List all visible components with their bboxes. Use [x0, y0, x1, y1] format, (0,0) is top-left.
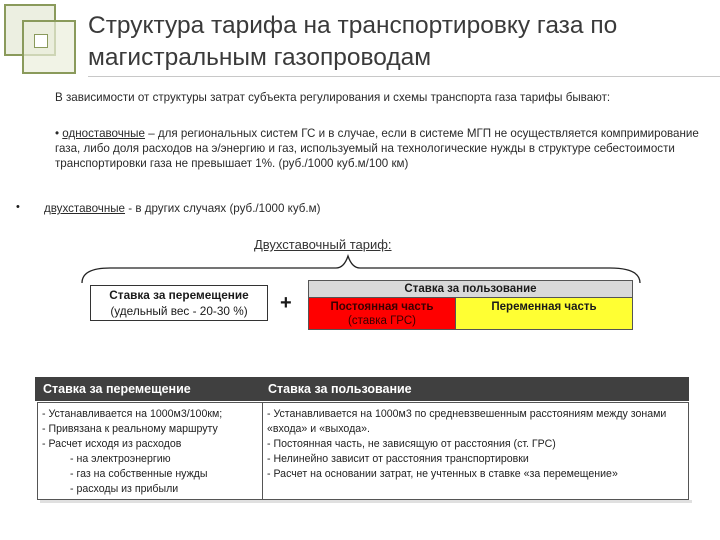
- two-part-tariff-title: Двухставочный тариф:: [254, 237, 392, 252]
- fixed-part-box: [308, 297, 456, 330]
- list-item: - Расчет исходя из расходов: [42, 438, 182, 450]
- table-col1: [42, 407, 258, 497]
- list-item: - Устанавливается на 1000м3/100км;: [42, 408, 223, 420]
- bullet-icon: •: [16, 201, 20, 213]
- variable-part-box: Переменная часть: [455, 297, 633, 330]
- fixed-part-sub: (ставка ГРС): [347, 315, 416, 327]
- comparison-table-body: [37, 402, 689, 500]
- move-rate-title: Ставка за перемещение: [109, 288, 249, 302]
- two-part-term: двухставочные: [44, 202, 126, 215]
- list-item: - газ на собственные нужды: [70, 468, 208, 480]
- two-part-description: - в других случаях (руб./1000 куб.м): [125, 202, 321, 215]
- one-part-bullet: •: [55, 127, 63, 140]
- list-item: - Привязана к реальному маршруту: [42, 423, 218, 435]
- list-item: - Нелинейно зависит от расстояния транспортировки: [267, 453, 529, 465]
- one-part-description: – для региональных систем ГС и в случае, если в системе МГП не осуществляется компримирование газа, либо доля расходов на э/энергию и газ, используемый на технологические нужды в структуре себестоимости транспортировки газа не превышает 1%. (руб./1000 куб.м/100 км): [55, 127, 699, 170]
- intro-text: В зависимости от структуры затрат субъекта регулирования и схемы транспорта газа тарифы бывают:: [55, 91, 611, 104]
- table-col2: [267, 407, 687, 482]
- move-rate-box: [90, 285, 268, 321]
- comparison-table-header: [35, 377, 689, 401]
- one-part-term: одноставочные: [62, 127, 145, 140]
- list-item: - на электроэнергию: [70, 453, 171, 465]
- list-item: - Устанавливается на 1000м3 по средневзвешенным расстояниям между зонами «входа» и «выхода».: [267, 408, 667, 435]
- list-item: - Расчет на основании затрат, не учтенных в ставке «за перемещение»: [267, 468, 618, 480]
- use-rate-header: Ставка за пользование: [308, 280, 633, 298]
- table-column-divider: [262, 403, 263, 499]
- list-item: - Постоянная часть, не зависящую от расстояния (ст. ГРС): [267, 438, 556, 450]
- plus-sign: +: [280, 292, 292, 314]
- slide-title: Структура тарифа на транспортировку газа по магистральным газопроводам: [88, 12, 618, 71]
- table-col2-header: Ставка за пользование: [268, 382, 412, 396]
- table-shadow: [40, 500, 692, 503]
- list-item: - расходы из прибыли: [70, 483, 179, 495]
- fixed-part-label: Постоянная часть: [330, 301, 434, 313]
- table-col1-header: Ставка за перемещение: [43, 382, 191, 396]
- move-rate-subtitle: (удельный вес - 20-30 %): [110, 304, 248, 318]
